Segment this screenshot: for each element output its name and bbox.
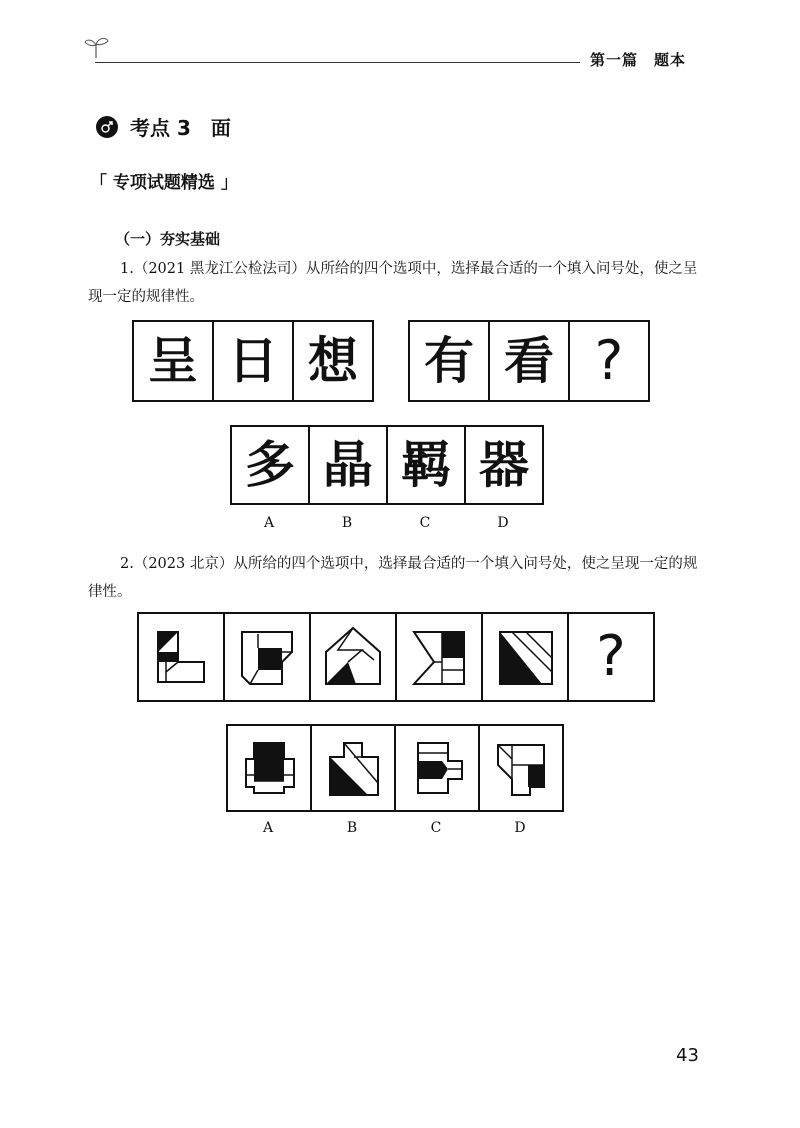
option-label: A xyxy=(263,515,275,531)
pencil-circle-icon xyxy=(96,116,118,138)
q2-stem-figure-4 xyxy=(397,614,483,700)
option-label: B xyxy=(346,820,358,836)
header-rule xyxy=(95,62,580,63)
question-2-text: 2.（2023 北京）从所给的四个选项中，选择最合适的一个填入问号处，使之呈现一定的规律性。 xyxy=(88,556,698,600)
q1-option-a[interactable] xyxy=(232,427,310,503)
option-label: C xyxy=(419,515,431,531)
q1-stem-char: 日 xyxy=(228,332,278,390)
q2-question-mark: ? xyxy=(596,624,626,689)
q1-stem-cell xyxy=(490,322,570,400)
option-label: A xyxy=(262,820,274,836)
q1-question-mark: ? xyxy=(594,329,624,392)
q1-stem-char: 看 xyxy=(504,332,554,390)
q2-option-c[interactable] xyxy=(396,726,480,810)
q1-stem-char: 有 xyxy=(424,332,474,390)
q1-option-labels xyxy=(230,515,542,531)
q1-stem-cell xyxy=(294,322,372,400)
q1-option-b[interactable] xyxy=(310,427,388,503)
q1-stem-cell xyxy=(134,322,214,400)
q1-stem-cell xyxy=(410,322,490,400)
q2-stem-figure-3 xyxy=(311,614,397,700)
question-1-text: 1.（2021 黑龙江公检法司）从所给的四个选项中，选择最合适的一个填入问号处，使之呈现一定的规律性。 xyxy=(88,261,698,305)
q2-option-b[interactable] xyxy=(312,726,396,810)
q1-option-d[interactable] xyxy=(466,427,542,503)
q1-stem-cell xyxy=(214,322,294,400)
q1-option-char: 多 xyxy=(245,436,295,494)
q1-option-char: 晶 xyxy=(323,436,373,494)
q2-option-labels xyxy=(226,820,562,836)
q2-options xyxy=(226,724,564,812)
q2-question-cell xyxy=(569,614,653,700)
section-title xyxy=(96,112,231,141)
q1-stem-group-1 xyxy=(132,320,374,402)
q1-stem-group-2 xyxy=(408,320,650,402)
q2-stem-figure-1 xyxy=(139,614,225,700)
q1-options xyxy=(230,425,544,505)
q2-stem-figure-2 xyxy=(225,614,311,700)
option-label: D xyxy=(497,515,509,531)
part-title: （一）夯实基础 xyxy=(115,230,221,248)
header-title: 第一篇 题本 xyxy=(590,51,687,69)
q1-question-cell xyxy=(570,322,648,400)
subsection-title: 「 专项试题精选 」 xyxy=(90,173,238,193)
q2-option-a[interactable] xyxy=(228,726,312,810)
sprout-icon xyxy=(82,32,110,60)
q1-stem-char: 想 xyxy=(308,332,358,390)
q1-option-c[interactable] xyxy=(388,427,466,503)
q2-option-d[interactable] xyxy=(480,726,562,810)
q2-stem-figure-5 xyxy=(483,614,569,700)
q1-option-char: 羁 xyxy=(401,436,451,494)
option-label: B xyxy=(341,515,353,531)
q1-stem-char: 呈 xyxy=(148,332,198,390)
option-label: D xyxy=(514,820,526,836)
section-title-text: 考点 3 面 xyxy=(130,116,231,140)
q2-stem-row xyxy=(137,612,655,702)
page-number: 43 xyxy=(676,1045,699,1066)
option-label: C xyxy=(430,820,442,836)
q1-option-char: 器 xyxy=(479,436,529,494)
